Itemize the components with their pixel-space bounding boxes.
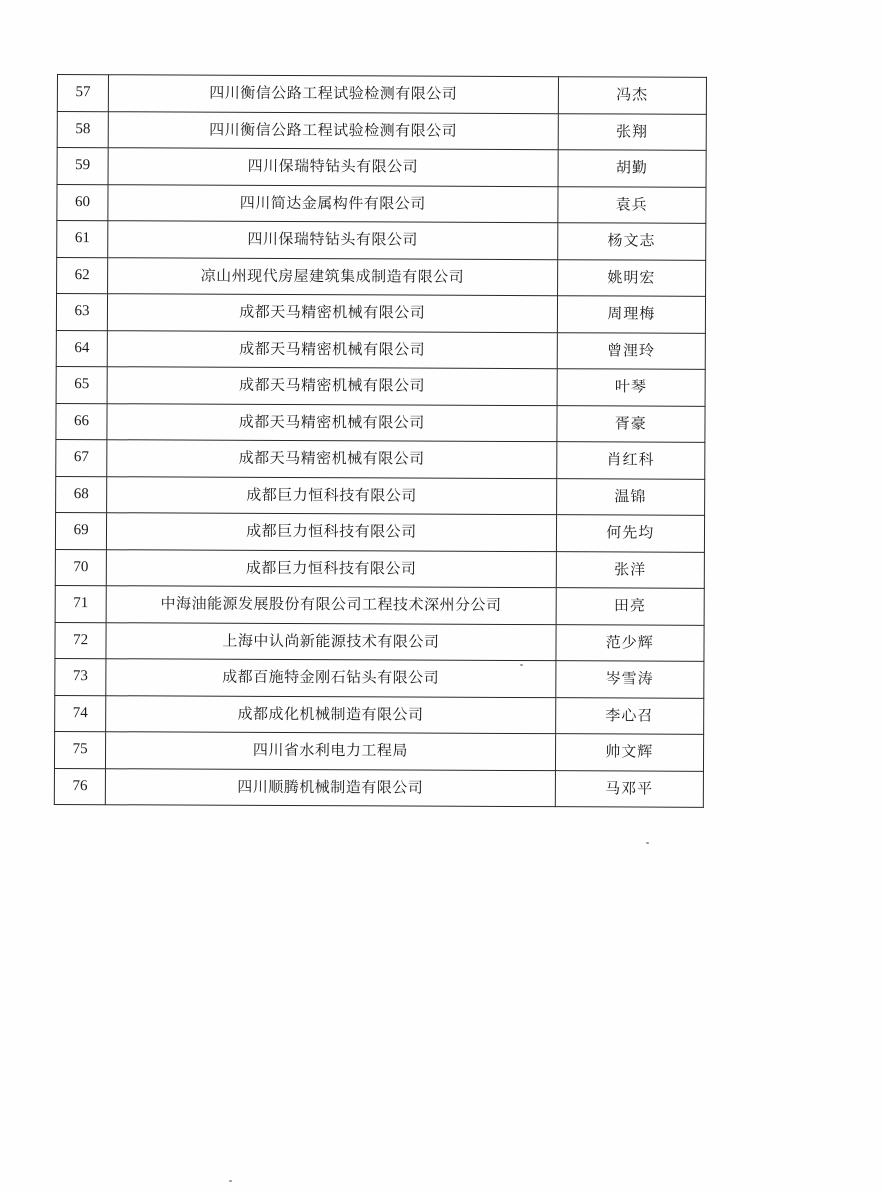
company-name-cell: 四川保瑞特钻头有限公司	[108, 148, 558, 186]
table-row	[56, 476, 705, 515]
company-name-cell: 成都天马精密机械有限公司	[108, 294, 558, 332]
scan-speck	[520, 664, 523, 666]
roster-table	[54, 74, 707, 808]
company-name-cell: 成都巨力恒科技有限公司	[107, 513, 557, 551]
table-row	[56, 294, 705, 333]
person-name-cell: 张翔	[558, 113, 707, 150]
company-name-cell: 中海油能源发展股份有限公司工程技术深州分公司	[106, 586, 556, 624]
person-name-cell: 胥豪	[556, 405, 705, 442]
table-row	[54, 768, 703, 807]
table-row	[55, 512, 704, 551]
row-number-cell: 64	[56, 330, 107, 367]
row-number-cell: 58	[57, 111, 108, 148]
person-name-cell: 肖红科	[556, 442, 705, 479]
company-name-cell: 四川省水利电力工程局	[106, 732, 556, 770]
row-number-cell: 66	[56, 403, 107, 440]
person-name-cell: 岑雪涛	[555, 661, 704, 698]
person-name-cell: 袁兵	[557, 186, 706, 223]
row-number-cell: 61	[57, 221, 108, 258]
person-name-cell: 胡勤	[558, 150, 707, 187]
scan-speck	[646, 842, 649, 844]
person-name-cell: 何先均	[556, 515, 705, 552]
row-number-cell: 60	[57, 184, 108, 221]
table-row	[57, 148, 706, 187]
person-name-cell: 李心召	[555, 697, 704, 734]
company-name-cell: 成都天马精密机械有限公司	[107, 403, 557, 441]
roster-table-body	[54, 75, 706, 808]
company-name-cell: 成都天马精密机械有限公司	[107, 440, 557, 478]
person-name-cell: 温锦	[556, 478, 705, 515]
row-number-cell: 62	[57, 257, 108, 294]
person-name-cell: 张洋	[556, 551, 705, 588]
table-row	[56, 403, 705, 442]
table-row	[57, 257, 706, 296]
person-name-cell: 冯杰	[558, 77, 707, 114]
person-name-cell: 叶琴	[557, 369, 706, 406]
company-name-cell: 上海中认尚新能源技术有限公司	[106, 622, 556, 660]
table-row	[57, 111, 706, 150]
person-name-cell: 田亮	[556, 588, 705, 625]
table-row	[54, 731, 703, 770]
company-name-cell: 成都巨力恒科技有限公司	[107, 476, 557, 514]
table-row	[56, 330, 705, 369]
company-name-cell: 四川保瑞特钻头有限公司	[108, 221, 558, 259]
table-row	[55, 622, 704, 661]
scan-speck	[229, 1180, 232, 1182]
person-name-cell: 杨文志	[557, 223, 706, 260]
person-name-cell: 曾浬玲	[557, 332, 706, 369]
company-name-cell: 成都巨力恒科技有限公司	[106, 549, 556, 587]
person-name-cell: 范少辉	[555, 624, 704, 661]
row-number-cell: 71	[55, 585, 106, 622]
person-name-cell: 姚明宏	[557, 259, 706, 296]
person-name-cell: 马邓平	[555, 770, 704, 807]
table-row	[55, 585, 704, 624]
row-number-cell: 74	[55, 695, 106, 732]
table-row	[55, 658, 704, 697]
company-name-cell: 成都百施特金刚石钻头有限公司	[106, 659, 556, 697]
row-number-cell: 72	[55, 622, 106, 659]
table-row	[57, 221, 706, 260]
row-number-cell: 57	[57, 75, 108, 112]
row-number-cell: 70	[55, 549, 106, 586]
company-name-cell: 四川简达金属构件有限公司	[108, 184, 558, 222]
company-name-cell: 四川衡信公路工程试验检测有限公司	[108, 111, 558, 149]
company-name-cell: 四川顺腾机械制造有限公司	[105, 768, 555, 806]
table-row	[57, 75, 706, 114]
company-name-cell: 凉山州现代房屋建筑集成制造有限公司	[108, 257, 558, 295]
table-row	[56, 366, 705, 405]
table-row	[55, 695, 704, 734]
company-name-cell: 成都天马精密机械有限公司	[107, 367, 557, 405]
person-name-cell: 帅文辉	[555, 734, 704, 771]
row-number-cell: 75	[54, 731, 105, 768]
table-row	[56, 439, 705, 478]
company-name-cell: 成都天马精密机械有限公司	[107, 330, 557, 368]
company-name-cell: 成都成化机械制造有限公司	[106, 695, 556, 733]
row-number-cell: 59	[57, 148, 108, 185]
table-row	[55, 549, 704, 588]
row-number-cell: 73	[55, 658, 106, 695]
table-row	[57, 184, 706, 223]
row-number-cell: 69	[55, 512, 106, 549]
person-name-cell: 周理梅	[557, 296, 706, 333]
company-name-cell: 四川衡信公路工程试验检测有限公司	[108, 75, 558, 113]
row-number-cell: 63	[56, 294, 107, 331]
row-number-cell: 65	[56, 366, 107, 403]
row-number-cell: 67	[56, 439, 107, 476]
row-number-cell: 68	[56, 476, 107, 513]
row-number-cell: 76	[54, 768, 105, 805]
